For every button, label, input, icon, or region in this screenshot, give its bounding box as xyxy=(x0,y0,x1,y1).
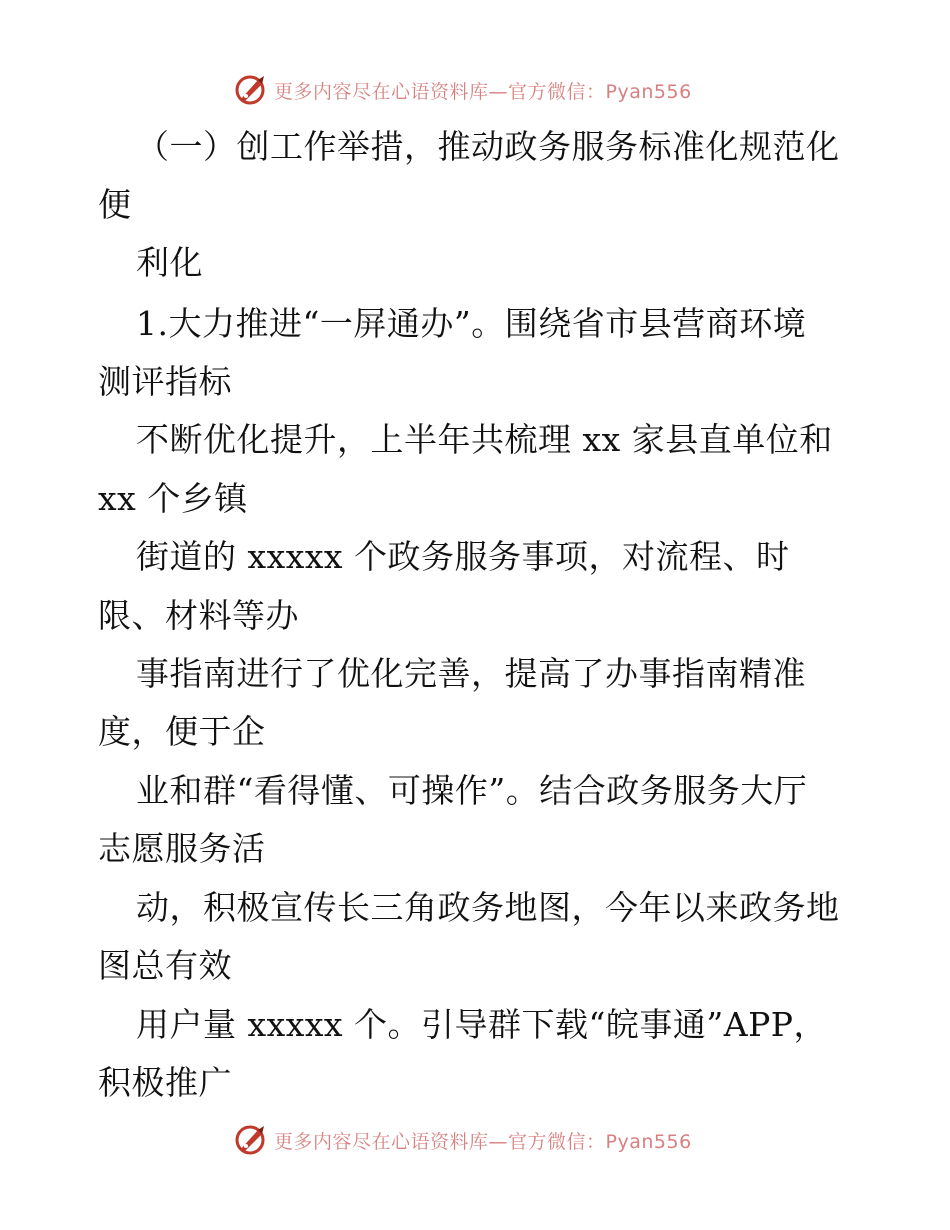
text-line: 度，便于企 xyxy=(98,712,266,751)
text-line: xx 个乡镇 xyxy=(98,479,248,518)
pen-circle-logo-icon xyxy=(232,72,268,108)
pen-circle-logo-icon xyxy=(232,1122,268,1158)
text-line: 图总有效 xyxy=(98,946,232,985)
text-line: 用户量 xxxxx 个。引导群下载“皖事通”APP， xyxy=(136,1005,828,1044)
text-line: 志愿服务活 xyxy=(98,829,266,868)
text-line: 测评指标 xyxy=(98,362,232,401)
text-line: （一）创工作举措，推动政务服务标准化规范化 xyxy=(136,127,840,166)
header-watermark xyxy=(232,70,732,110)
text-line: 事指南进行了优化完善，提高了办事指南精准 xyxy=(136,654,806,693)
text-line: 便 xyxy=(98,185,132,224)
text-line: 限、材料等办 xyxy=(98,596,299,635)
text-line: 不断优化提升，上半年共梳理 xx 家县直单位和 xyxy=(136,420,833,459)
text-line: 动，积极宣传长三角政务地图，今年以来政务地 xyxy=(136,888,840,927)
watermark-text: 更多内容尽在心语资料库—官方微信：Pyan556 xyxy=(274,1130,692,1153)
text-line: 街道的 xxxxx 个政务服务事项，对流程、时 xyxy=(136,537,790,576)
text-line: 业和群“看得懂、可操作”。结合政务服务大厅 xyxy=(136,771,808,810)
text-line: 利化 xyxy=(136,243,203,282)
footer-watermark xyxy=(232,1120,732,1160)
text-line: 积极推广 xyxy=(98,1063,232,1102)
watermark-text: 更多内容尽在心语资料库—官方微信：Pyan556 xyxy=(274,80,692,103)
text-line: 1.大力推进“一屏通办”。围绕省市县营商环境 xyxy=(136,304,807,343)
